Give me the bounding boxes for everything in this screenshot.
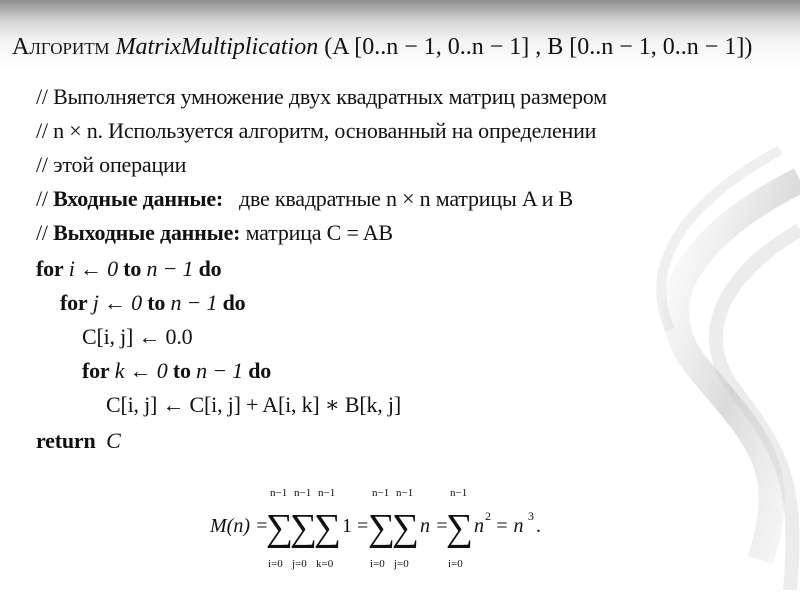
- loop-j-line: [60, 290, 245, 316]
- formula-term1: 1 =: [342, 515, 369, 537]
- sum1-lower: i=0: [268, 558, 283, 570]
- loop-i-do-keyword: do: [198, 256, 222, 281]
- input-data-line: [36, 186, 573, 212]
- loop-i-to-keyword: to: [123, 256, 142, 281]
- sum3-sigma: ∑: [314, 507, 342, 549]
- sum2-sigma: ∑: [290, 507, 318, 549]
- sum1-sigma: ∑: [266, 507, 294, 549]
- return-keyword: return: [36, 428, 96, 453]
- loop-j-init: j ← 0: [87, 290, 148, 315]
- loop-i-line: [36, 256, 221, 282]
- loop-k-bound: n − 1: [190, 358, 249, 383]
- sum3-lower: k=0: [316, 558, 334, 570]
- loop-i-init: i ← 0: [63, 256, 124, 281]
- sum2-lower: j=0: [292, 558, 307, 570]
- sum3-upper: n−1: [318, 487, 336, 499]
- sum5-sigma: ∑: [392, 507, 420, 549]
- comment-line-3: // этой операции: [36, 152, 187, 177]
- loop-j-for-keyword: for: [60, 290, 88, 315]
- output-data-line: [36, 220, 393, 246]
- formula-term3: n: [474, 515, 484, 537]
- formula-result: = n: [495, 515, 524, 537]
- output-comment-prefix: //: [36, 220, 54, 245]
- loop-k-line: [82, 358, 271, 384]
- input-comment-prefix: //: [36, 186, 54, 211]
- loop-i-for-keyword: for: [36, 256, 64, 281]
- sum5-lower: j=0: [394, 558, 409, 570]
- output-data-text: матрица C = AB: [240, 220, 393, 245]
- return-value: C: [95, 428, 121, 453]
- comment-line-1: // Выполняется умножение двух квадратных матриц размером: [36, 84, 607, 109]
- sum4-upper: n−1: [372, 487, 390, 499]
- algorithm-title: [12, 34, 752, 61]
- loop-j-do-keyword: do: [222, 290, 246, 315]
- sum1-upper: n−1: [270, 487, 288, 499]
- title-algorithm-name: MatrixMultiplication: [115, 34, 319, 60]
- input-data-label: Входные данные:: [53, 186, 224, 211]
- loop-k-init: k ← 0: [109, 358, 173, 383]
- loop-k-to-keyword: to: [172, 358, 191, 383]
- sum2-upper: n−1: [294, 487, 312, 499]
- loop-k-do-keyword: do: [248, 358, 272, 383]
- formula-period: .: [536, 515, 541, 537]
- loop-j-to-keyword: to: [147, 290, 166, 315]
- sum5-upper: n−1: [396, 487, 414, 499]
- complexity-formula: [210, 482, 550, 582]
- sum4-sigma: ∑: [368, 507, 396, 549]
- loop-i-bound: n − 1: [141, 256, 199, 281]
- return-line: [36, 428, 121, 454]
- sum6-sigma: ∑: [446, 507, 474, 549]
- update-statement: C[i, j] ← C[i, j] + A[i, k] ∗ B[k, j]: [106, 392, 401, 417]
- init-statement: C[i, j] ← 0.0: [82, 324, 193, 349]
- sum6-lower: i=0: [448, 558, 463, 570]
- formula-lhs: M(n) =: [210, 515, 269, 537]
- sum4-lower: i=0: [370, 558, 385, 570]
- comment-line-2: // n × n. Используется алгоритм, основанный на определении: [36, 118, 597, 143]
- loop-k-for-keyword: for: [82, 358, 110, 383]
- input-data-text: две квадратные n × n матрицы A и B: [223, 186, 573, 211]
- formula-term2: n =: [420, 515, 449, 537]
- title-parameters: (A [0..n − 1, 0..n − 1] , B [0..n − 1, 0..n − 1]): [324, 34, 753, 60]
- title-keyword: Алгоритм: [12, 34, 110, 60]
- output-data-label: Выходные данные:: [53, 220, 241, 245]
- formula-term3-exponent: 2: [485, 509, 491, 523]
- loop-j-bound: n − 1: [165, 290, 223, 315]
- sum6-upper: n−1: [450, 487, 468, 499]
- formula-result-exponent: 3: [528, 509, 534, 523]
